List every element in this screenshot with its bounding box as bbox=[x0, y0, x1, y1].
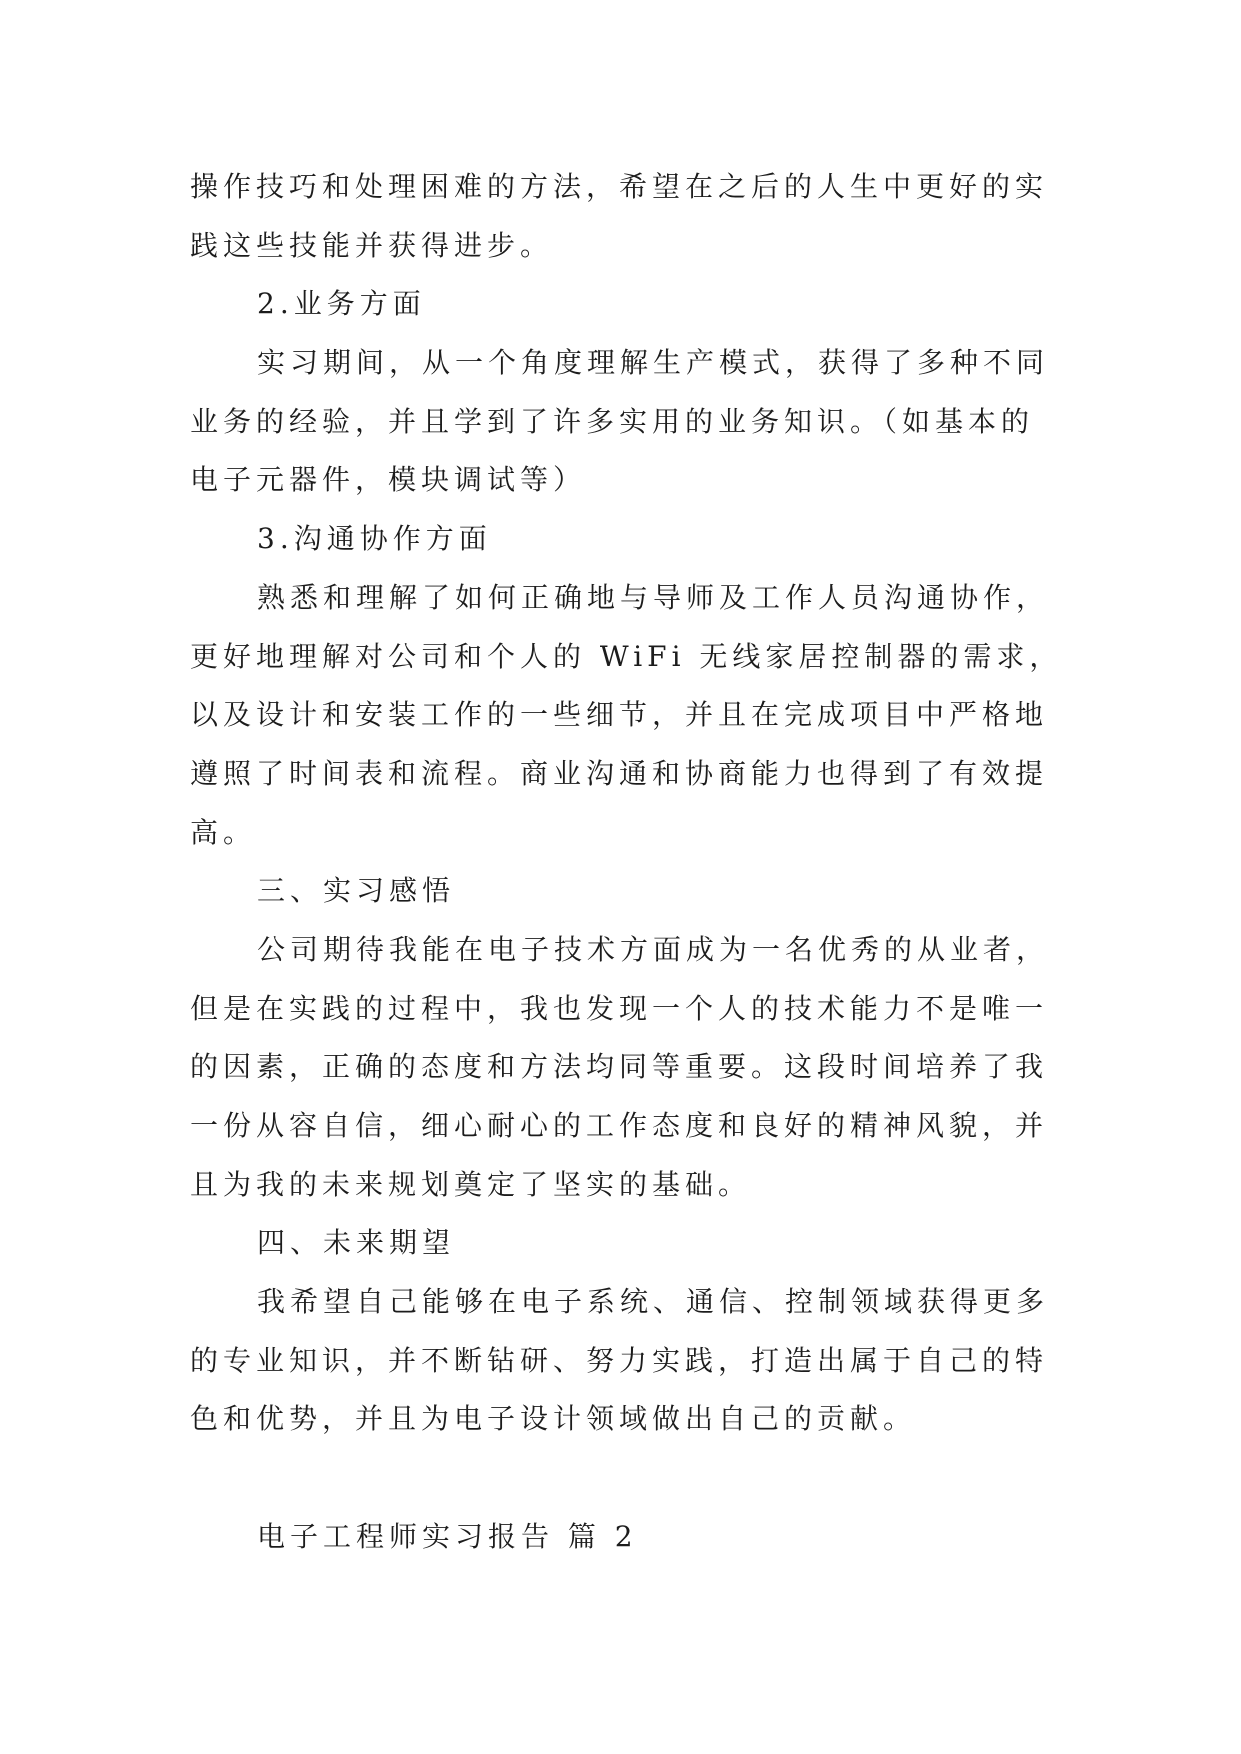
communication-section bbox=[190, 510, 1070, 862]
text-line: 遵照了时间表和流程。商业沟通和协商能力也得到了有效提 bbox=[190, 756, 1049, 790]
text-line: 且为我的未来规划奠定了坚实的基础。 bbox=[190, 1167, 752, 1201]
text-line: 公司期待我能在电子技术方面成为一名优秀的从业者， bbox=[257, 932, 1050, 966]
blank-line bbox=[190, 1449, 1070, 1508]
business-section bbox=[190, 275, 1070, 510]
section-heading: 四、未来期望 bbox=[257, 1226, 456, 1260]
text-line: 熟悉和理解了如何正确地与导师及工作人员沟通协作， bbox=[257, 580, 1050, 614]
next-article-title: 电子工程师实习报告 篇 2 bbox=[257, 1519, 638, 1553]
text-line: 我希望自己能够在电子系统、通信、控制领域获得更多 bbox=[257, 1285, 1050, 1319]
text-line: 高。 bbox=[190, 815, 257, 849]
text-line: 更好地理解对公司和个人的 WiFi 无线家居控制器的需求， bbox=[190, 639, 1063, 673]
future-section bbox=[190, 1214, 1070, 1449]
text-line: 践这些技能并获得进步。 bbox=[190, 228, 554, 262]
text-line: 色和优势，并且为电子设计领域做出自己的贡献。 bbox=[190, 1402, 917, 1436]
text-line: 以及设计和安装工作的一些细节，并且在完成项目中严格地 bbox=[190, 698, 1049, 732]
text-line: 电子元器件，模块调试等） bbox=[190, 463, 587, 497]
document-body bbox=[190, 158, 1070, 1567]
intro-paragraph bbox=[190, 158, 1070, 275]
section-heading: 三、实习感悟 bbox=[257, 874, 456, 908]
text-line: 的专业知识，并不断钻研、努力实践，打造出属于自己的特 bbox=[190, 1343, 1049, 1377]
text-line: 但是在实践的过程中，我也发现一个人的技术能力不是唯一 bbox=[190, 991, 1049, 1025]
text-line: 业务的经验，并且学到了许多实用的业务知识。（如基本的 bbox=[190, 404, 1035, 438]
insights-section bbox=[190, 862, 1070, 1214]
text-line: 操作技巧和处理困难的方法，希望在之后的人生中更好的实 bbox=[190, 170, 1049, 203]
text-line: 的因素，正确的态度和方法均同等重要。这段时间培养了我 bbox=[190, 1050, 1049, 1084]
section-heading: 3.沟通协作方面 bbox=[257, 522, 492, 556]
text-line: 实习期间，从一个角度理解生产模式，获得了多种不同 bbox=[257, 346, 1050, 380]
section-heading: 2.业务方面 bbox=[257, 287, 426, 321]
text-line: 一份从容自信，细心耐心的工作态度和良好的精神风貌，并 bbox=[190, 1109, 1049, 1142]
